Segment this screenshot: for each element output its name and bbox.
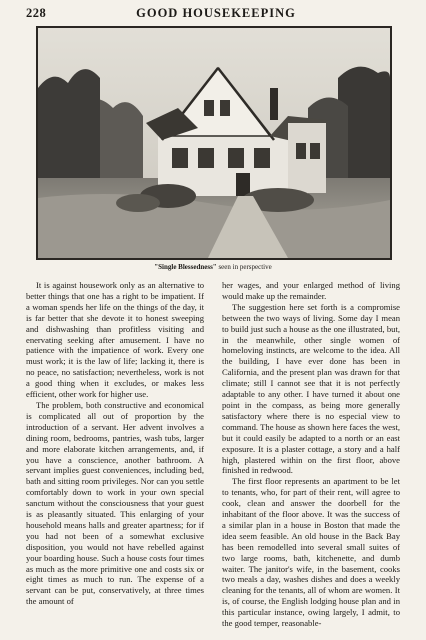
right-column bbox=[222, 280, 400, 629]
paragraph: her wages, and your enlarged method of living would make up the remainder. bbox=[222, 280, 400, 301]
paragraph: The problem, both constructive and economical is complicated all out of proportion by the introduction of a servant. Her advent involves a dining room, bedrooms, pantries, wash tubs, larger and more elaborate kitchen arrangements, and, if you have a conscience, another bathroom. A servant implies guest conveniences, including bed, bath and sitting room privileges. Nor can you settle comfortably down to work in your own special sanctum without the consciousness that your guest is as pleasantly situated. This enlarging of your household means halls and greater apartness; for if you had not been of a somewhat exclusive disposition, you would not have rebelled against your boarding house. Such a house costs four times as much as the more primitive one and costs six or eight times as much to run. The expense of a servant can be put, conservatively, at three times the amount of bbox=[26, 399, 204, 607]
caption-quote: "Single Blessedness" bbox=[154, 263, 217, 271]
photo-caption bbox=[26, 263, 400, 271]
paragraph: It is against housework only as an alternative to better things that one has a right to be impatient. If a woman spends her life on the things of the day, it is far better that she devote it to honest sweeping and dishwashing than profitless visiting and enervating seeking after amusement. I have no patience with the impatience of work. Every one must work; it is the law of life; lacking it, there is no peace, no satisfaction; nevertheless, work is not a good thing when it excludes, or makes less efficient, other work for higher use. bbox=[26, 280, 204, 400]
house-photograph bbox=[36, 26, 392, 260]
page-number: 228 bbox=[26, 6, 47, 20]
paragraph: The suggestion here set forth is a compromise between the two ways of living. Some day I mean to build just such a house as the one illustrated, but, in the meanwhile, other single women of homeloving instincts, are welcome to the idea. All the building, I have ever done has been in California, and the present plan was drawn for that climate; still I cannot see that it is not perfectly adaptable to any other. I have turned it about one point in the compass, as being more generally satisfactory where there is no especial view to command. The house as shown here faces the west, but it could easily be adapted to a north or an east exposure. It is a plaster cottage, a story and a half high, plastered within on the first floor, above finished in redwood. bbox=[222, 301, 400, 476]
caption-rest: seen in perspective bbox=[216, 263, 272, 271]
magazine-title: GOOD HOUSEKEEPING bbox=[136, 6, 296, 20]
house-illustration bbox=[38, 28, 390, 258]
running-header bbox=[26, 6, 406, 22]
left-column bbox=[26, 280, 204, 607]
paragraph: The first floor represents an apartment to be let to tenants, who, for part of their rent, will agree to cook, clean and answer the doorbell for the inhabitant of the floor above. It was the success of a similar plan in a house in Boston that made the idea seem feasible. An old house in the Back Bay has been remodelled into several small suites of two large rooms, bath, kitchenette, and dumb waiter. The janitor's wife, in the basement, cooks two meals a day, washes dishes and does a weekly cleaning for the tenants, all of whom are women. It is, of course, the English lodging house plan and in this particular instance, owing largely, I admit, to the good temper, reasonable- bbox=[222, 476, 400, 629]
